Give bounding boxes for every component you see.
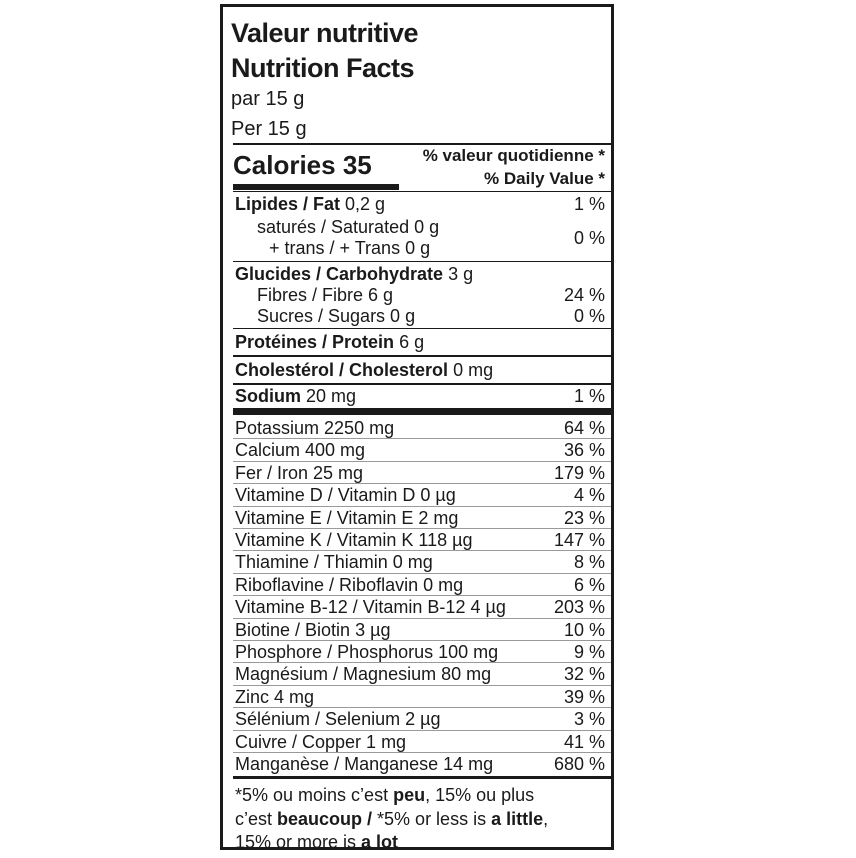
protein-label: Protéines / Protein — [235, 332, 395, 352]
fibre-daily-value: 24 % — [563, 285, 605, 305]
serving-size-english: Per 15 g — [231, 118, 307, 140]
mineral-row — [235, 574, 605, 596]
daily-value-header-french: % valeur quotidienne * — [422, 146, 605, 165]
cholesterol-amount: 0 mg — [453, 360, 494, 380]
mineral-daily-value: 10 % — [563, 619, 605, 640]
mineral-daily-value: 41 % — [563, 731, 605, 752]
sugars-daily-value: 0 % — [573, 306, 605, 326]
sodium-row — [235, 385, 605, 407]
mineral-row — [235, 484, 605, 506]
fat-row — [235, 193, 605, 215]
divider — [233, 143, 611, 145]
mineral-daily-value: 680 % — [553, 754, 605, 774]
protein-amount: 6 g — [399, 332, 425, 352]
mineral-row — [235, 641, 605, 663]
mineral-row — [235, 731, 605, 753]
mineral-daily-value: 203 % — [553, 597, 605, 618]
mineral-row — [235, 417, 605, 439]
mineral-label: Fer / Iron 25 mg — [235, 462, 364, 483]
daily-value-header-english: % Daily Value * — [484, 169, 605, 188]
mineral-row — [235, 462, 605, 484]
thick-divider — [233, 408, 611, 415]
mineral-daily-value: 179 % — [553, 462, 605, 483]
trans-label: + trans / + Trans 0 g — [269, 238, 431, 258]
mineral-row — [235, 551, 605, 573]
mineral-label: Calcium 400 mg — [235, 440, 366, 461]
serving-size-french: par 15 g — [231, 88, 305, 110]
nutrition-facts-panel — [220, 4, 614, 850]
divider — [233, 776, 611, 779]
mineral-row — [235, 439, 605, 461]
fibre-row — [235, 284, 605, 306]
title-french: Valeur nutritive — [231, 18, 419, 48]
mineral-daily-value: 8 % — [573, 552, 605, 573]
cholesterol-row — [235, 359, 605, 381]
divider — [233, 191, 611, 192]
mineral-row — [235, 529, 605, 551]
mineral-label: Vitamine K / Vitamin K 118 µg — [235, 530, 473, 550]
sodium-daily-value: 1 % — [573, 386, 605, 406]
fat-label: Lipides / Fat — [235, 194, 341, 214]
saturated-trans-dv-row — [235, 227, 605, 249]
title-english: Nutrition Facts — [231, 53, 415, 83]
footnote-line-1: *5% ou moins c’est peu, 15% ou plus — [235, 785, 535, 805]
mineral-daily-value: 23 % — [563, 507, 605, 528]
cholesterol-label: Cholestérol / Cholesterol — [235, 360, 449, 380]
mineral-daily-value: 32 % — [563, 664, 605, 685]
mineral-daily-value: 4 % — [573, 485, 605, 506]
mineral-row — [235, 596, 605, 618]
mineral-daily-value: 39 % — [563, 686, 605, 707]
fat-amount: 0,2 g — [345, 194, 386, 214]
mineral-daily-value: 147 % — [553, 530, 605, 550]
mineral-label: Manganèse / Manganese 14 mg — [235, 754, 494, 774]
mineral-row — [235, 686, 605, 708]
carbohydrate-amount: 3 g — [448, 264, 474, 284]
sugars-row — [235, 305, 605, 327]
mineral-row — [235, 663, 605, 685]
mineral-label: Magnésium / Magnesium 80 mg — [235, 664, 492, 685]
carbohydrate-label: Glucides / Carbohydrate — [235, 264, 444, 284]
fibre-label: Fibres / Fibre 6 g — [257, 285, 394, 305]
protein-row — [235, 331, 605, 353]
mineral-label: Sélénium / Selenium 2 µg — [235, 709, 441, 730]
mineral-row — [235, 619, 605, 641]
sugars-label: Sucres / Sugars 0 g — [257, 306, 416, 326]
saturated-label: saturés / Saturated 0 g — [257, 217, 440, 237]
divider — [233, 328, 611, 329]
mineral-daily-value: 9 % — [573, 642, 605, 662]
mineral-label: Thiamine / Thiamin 0 mg — [235, 552, 433, 573]
mineral-daily-value: 3 % — [573, 709, 605, 730]
calories-label: Calories 35 — [233, 150, 372, 180]
mineral-label: Vitamine E / Vitamin E 2 mg — [235, 507, 459, 528]
mineral-label: Vitamine B-12 / Vitamin B-12 4 µg — [235, 597, 506, 618]
footnote-line-3: 15% or more is a lot — [235, 832, 399, 852]
mineral-label: Phosphore / Phosphorus 100 mg — [235, 642, 499, 662]
mineral-daily-value: 6 % — [573, 574, 605, 595]
divider — [233, 355, 611, 357]
mineral-label: Potassium 2250 mg — [235, 418, 395, 438]
mineral-label: Riboflavine / Riboflavin 0 mg — [235, 574, 464, 595]
saturated-trans-daily-value: 0 % — [573, 228, 605, 248]
divider — [233, 261, 611, 262]
mineral-row — [235, 753, 605, 775]
footnote-line-2: c’est beaucoup / *5% or less is a little, — [235, 809, 549, 829]
mineral-label: Vitamine D / Vitamin D 0 µg — [235, 485, 456, 506]
mineral-row — [235, 507, 605, 529]
sodium-label: Sodium — [235, 386, 301, 406]
mineral-row — [235, 708, 605, 730]
mineral-label: Zinc 4 mg — [235, 686, 315, 707]
fat-daily-value: 1 % — [573, 194, 605, 214]
calories-thick-rule — [233, 184, 399, 190]
mineral-daily-value: 64 % — [563, 418, 605, 438]
mineral-daily-value: 36 % — [563, 440, 605, 461]
sodium-amount: 20 mg — [306, 386, 357, 406]
mineral-label: Biotine / Biotin 3 µg — [235, 619, 391, 640]
mineral-label: Cuivre / Copper 1 mg — [235, 731, 407, 752]
carbohydrate-row — [235, 263, 605, 285]
